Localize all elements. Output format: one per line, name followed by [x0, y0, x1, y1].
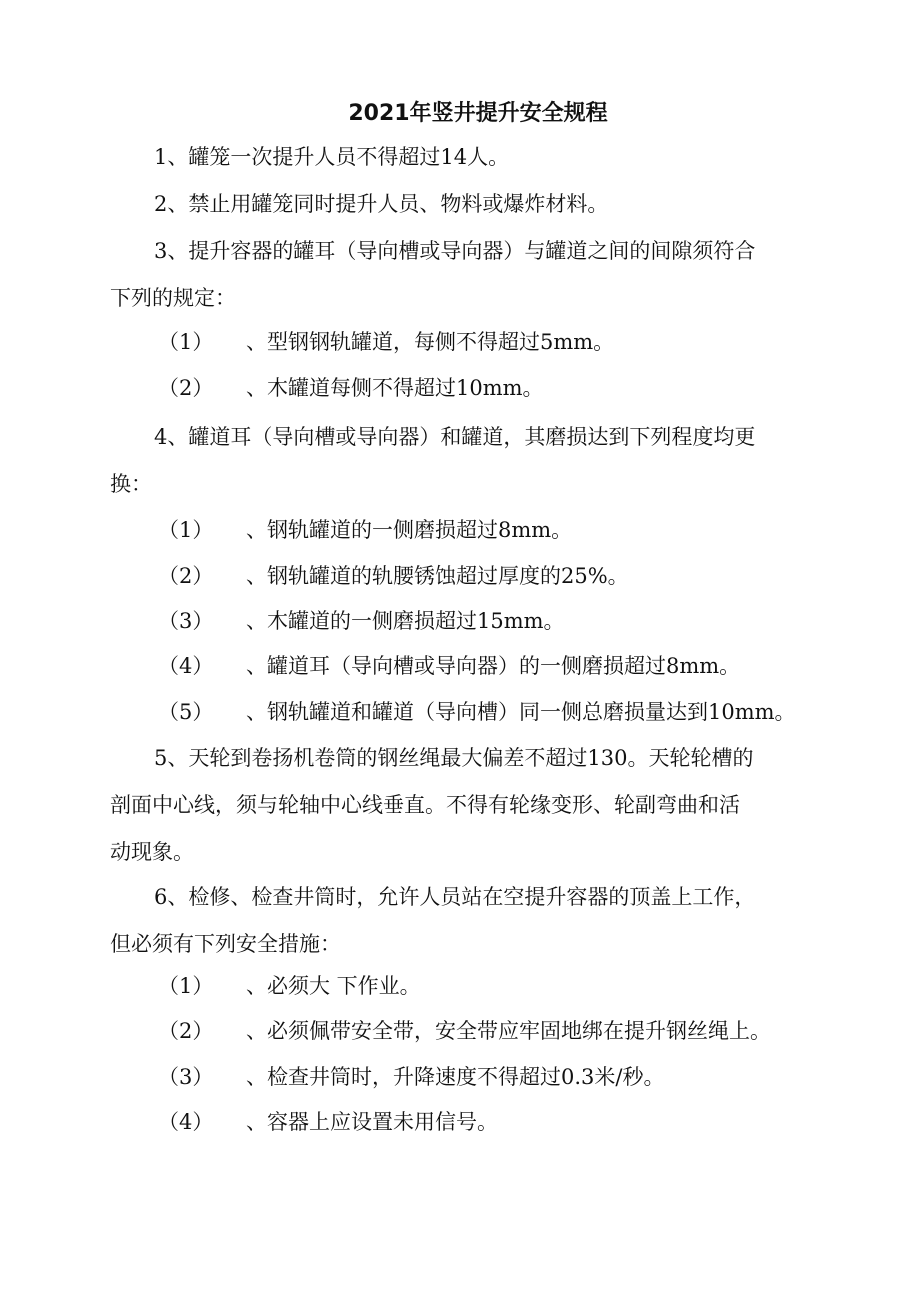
- item-text: 、钢轨罐道的轨腰锈蚀超过厚度的25%。: [246, 564, 629, 588]
- item-number: （5）: [158, 700, 214, 724]
- rule-4: [110, 414, 810, 508]
- item-text: 、必须大 下作业。: [246, 974, 421, 998]
- item-text: 、钢轨罐道的一侧磨损超过8mm。: [246, 518, 573, 542]
- item-number: （1）: [158, 518, 214, 542]
- rule-5-line-1: 5、天轮到卷扬机卷筒的钢丝绳最大偏差不超过130。天轮轮槽的: [154, 746, 754, 770]
- rule-1-line-1: 1、罐笼一次提升人员不得超过14人。: [154, 145, 510, 169]
- item-number: （2）: [158, 564, 214, 588]
- rule-4-item-4: [158, 644, 740, 688]
- item-text: 、木罐道的一侧磨损超过15mm。: [246, 609, 565, 633]
- rule-6-item-2: [158, 1009, 771, 1053]
- document-title: 2021年竖井提升安全规程: [348, 101, 608, 126]
- rule-2-line-1: 2、禁止用罐笼同时提升人员、物料或爆炸材料。: [154, 192, 609, 216]
- item-number: （3）: [158, 609, 214, 633]
- rule-4-line-2: 换：: [110, 472, 152, 496]
- rule-6: [110, 874, 810, 968]
- rule-6-item-1: [158, 964, 421, 1008]
- rule-5: [110, 735, 810, 876]
- item-number: （4）: [158, 1110, 214, 1134]
- item-number: （1）: [158, 974, 214, 998]
- item-number: （1）: [158, 330, 214, 354]
- rule-4-item-3: [158, 599, 565, 643]
- item-number: （3）: [158, 1065, 214, 1089]
- rule-2: [110, 181, 810, 228]
- item-text: 、型钢钢轨罐道，每侧不得超过5mm。: [246, 330, 615, 354]
- rule-5-line-3: 动现象。: [110, 840, 194, 864]
- rule-6-item-3: [158, 1055, 664, 1099]
- rule-6-item-4: [158, 1100, 498, 1144]
- item-text: 、罐道耳（导向槽或导向器）的一侧磨损超过8mm。: [246, 654, 741, 678]
- item-number: （2）: [158, 1019, 214, 1043]
- rule-3-item-2: [158, 366, 544, 410]
- rule-3-line-2: 下列的规定：: [110, 286, 236, 310]
- rule-6-line-2: 但必须有下列安全措施：: [110, 932, 341, 956]
- rule-3: [110, 228, 810, 322]
- item-text: 、检查井筒时，升降速度不得超过0.3米/秒。: [246, 1065, 665, 1089]
- rule-4-item-1: [158, 508, 572, 552]
- item-text: 、容器上应设置未用信号。: [246, 1110, 498, 1134]
- item-text: 、必须佩带安全带，安全带应牢固地绑在提升钢丝绳上。: [246, 1019, 771, 1043]
- item-number: （4）: [158, 654, 214, 678]
- item-text: 、钢轨罐道和罐道（导向槽）同一侧总磨损量达到10mm。: [246, 700, 796, 724]
- rule-6-line-1: 6、检修、检查井筒时，允许人员站在空提升容器的顶盖上工作，: [154, 885, 756, 909]
- rule-3-line-1: 3、提升容器的罐耳（导向槽或导向器）与罐道之间的间隙须符合: [154, 239, 756, 263]
- rule-4-item-2: [158, 554, 629, 598]
- rule-5-line-2: 剖面中心线，须与轮轴中心线垂直。不得有轮缘变形、轮副弯曲和活: [110, 793, 740, 817]
- rule-4-item-5: [158, 690, 796, 734]
- rule-3-item-1: [158, 320, 614, 364]
- rule-1: [110, 134, 810, 181]
- item-text: 、木罐道每侧不得超过10mm。: [246, 376, 544, 400]
- rule-4-line-1: 4、罐道耳（导向槽或导向器）和罐道，其磨损达到下列程度均更: [154, 425, 756, 449]
- item-number: （2）: [158, 376, 214, 400]
